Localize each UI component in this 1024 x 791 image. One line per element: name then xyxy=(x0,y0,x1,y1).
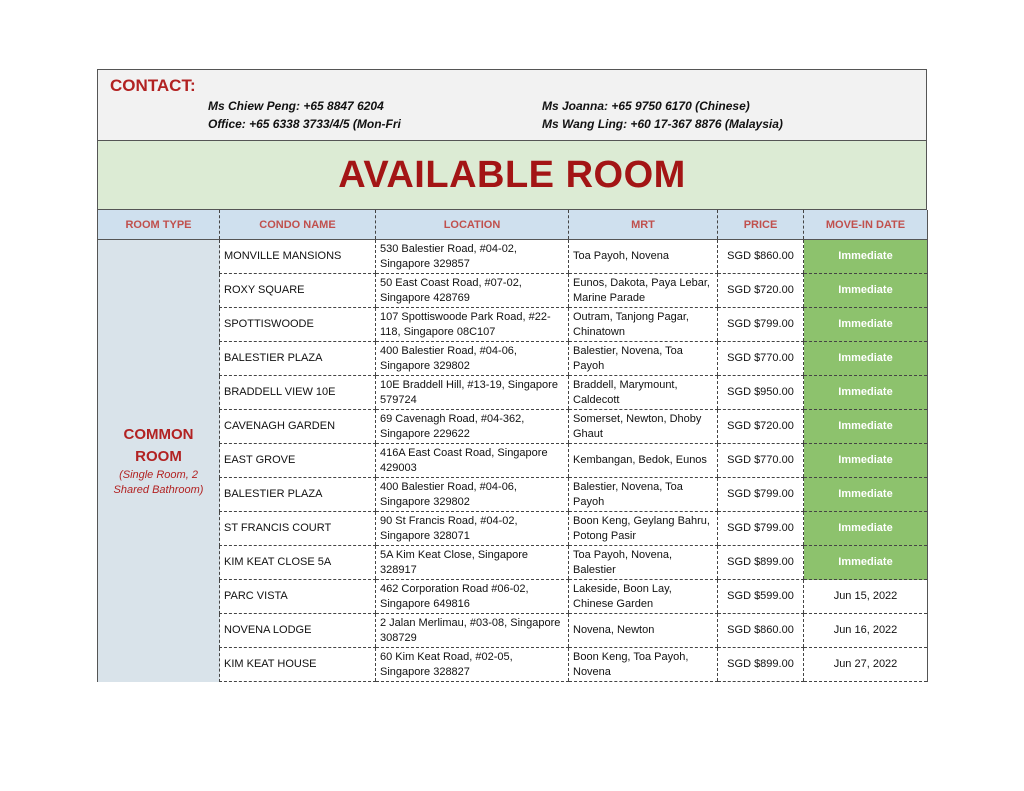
mrt-cell: Outram, Tanjong Pagar, Chinatown xyxy=(569,308,718,342)
header-location: LOCATION xyxy=(376,210,569,240)
mrt-cell: Toa Payoh, Novena xyxy=(569,240,718,274)
price-cell: SGD $860.00 xyxy=(718,240,804,274)
location-cell: 50 East Coast Road, #07-02, Singapore 428769 xyxy=(376,274,569,308)
condo-name-cell: ST FRANCIS COURT xyxy=(220,512,376,546)
table-header-row xyxy=(98,210,928,240)
price-cell: SGD $799.00 xyxy=(718,478,804,512)
price-cell: SGD $599.00 xyxy=(718,580,804,614)
move-in-date-cell: Immediate xyxy=(804,410,928,444)
room-type-detail-1: (Single Room, 2 xyxy=(119,468,198,481)
table-row xyxy=(98,240,928,274)
condo-name-cell: KIM KEAT HOUSE xyxy=(220,648,376,682)
room-type-line1: COMMON xyxy=(123,425,194,443)
mrt-cell: Eunos, Dakota, Paya Lebar, Marine Parade xyxy=(569,274,718,308)
table-row xyxy=(98,376,928,410)
table-row xyxy=(98,444,928,478)
mrt-cell: Balestier, Novena, Toa Payoh xyxy=(569,342,718,376)
mrt-cell: Toa Payoh, Novena, Balestier xyxy=(569,546,718,580)
move-in-date-cell: Immediate xyxy=(804,308,928,342)
condo-name-cell: BALESTIER PLAZA xyxy=(220,478,376,512)
condo-name-cell: NOVENA LODGE xyxy=(220,614,376,648)
location-cell: 400 Balestier Road, #04-06, Singapore 329802 xyxy=(376,342,569,376)
header-mrt: MRT xyxy=(569,210,718,240)
move-in-date-cell: Jun 27, 2022 xyxy=(804,648,928,682)
price-cell: SGD $899.00 xyxy=(718,648,804,682)
move-in-date-cell: Immediate xyxy=(804,478,928,512)
rooms-table xyxy=(97,210,928,682)
header-room-type: ROOM TYPE xyxy=(98,210,220,240)
price-cell: SGD $799.00 xyxy=(718,308,804,342)
rental-sheet xyxy=(97,69,927,682)
location-cell: 10E Braddell Hill, #13-19, Singapore 579724 xyxy=(376,376,569,410)
condo-name-cell: MONVILLE MANSIONS xyxy=(220,240,376,274)
table-row xyxy=(98,512,928,546)
move-in-date-cell: Immediate xyxy=(804,444,928,478)
contact-joanna: Ms Joanna: +65 9750 6170 (Chinese) xyxy=(542,99,750,113)
price-cell: SGD $950.00 xyxy=(718,376,804,410)
condo-name-cell: ROXY SQUARE xyxy=(220,274,376,308)
room-type-cell xyxy=(98,240,220,682)
room-type-detail-2: Shared Bathroom) xyxy=(113,483,204,496)
table-row xyxy=(98,274,928,308)
contact-office: Office: +65 6338 3733/4/5 (Mon-Fri xyxy=(208,117,401,131)
page-title: AVAILABLE ROOM xyxy=(338,153,686,196)
table-body xyxy=(98,240,928,682)
condo-name-cell: SPOTTISWOODE xyxy=(220,308,376,342)
move-in-date-cell: Jun 15, 2022 xyxy=(804,580,928,614)
table-row xyxy=(98,478,928,512)
price-cell: SGD $770.00 xyxy=(718,342,804,376)
contact-label: CONTACT: xyxy=(110,76,196,95)
move-in-date-cell: Immediate xyxy=(804,342,928,376)
location-cell: 400 Balestier Road, #04-06, Singapore 329802 xyxy=(376,478,569,512)
condo-name-cell: BALESTIER PLAZA xyxy=(220,342,376,376)
price-cell: SGD $720.00 xyxy=(718,410,804,444)
room-type-line2: ROOM xyxy=(135,447,182,465)
move-in-date-cell: Jun 16, 2022 xyxy=(804,614,928,648)
move-in-date-cell: Immediate xyxy=(804,512,928,546)
move-in-date-cell: Immediate xyxy=(804,240,928,274)
contact-chiew-peng: Ms Chiew Peng: +65 8847 6204 xyxy=(208,99,384,113)
contact-section xyxy=(97,69,927,141)
location-cell: 530 Balestier Road, #04-02, Singapore 329857 xyxy=(376,240,569,274)
price-cell: SGD $899.00 xyxy=(718,546,804,580)
condo-name-cell: EAST GROVE xyxy=(220,444,376,478)
location-cell: 60 Kim Keat Road, #02-05, Singapore 328827 xyxy=(376,648,569,682)
condo-name-cell: BRADDELL VIEW 10E xyxy=(220,376,376,410)
table-row xyxy=(98,546,928,580)
header-price: PRICE xyxy=(718,210,804,240)
mrt-cell: Novena, Newton xyxy=(569,614,718,648)
price-cell: SGD $860.00 xyxy=(718,614,804,648)
mrt-cell: Boon Keng, Toa Payoh, Novena xyxy=(569,648,718,682)
condo-name-cell: CAVENAGH GARDEN xyxy=(220,410,376,444)
mrt-cell: Lakeside, Boon Lay, Chinese Garden xyxy=(569,580,718,614)
table-row xyxy=(98,648,928,682)
mrt-cell: Balestier, Novena, Toa Payoh xyxy=(569,478,718,512)
title-band xyxy=(97,141,927,210)
mrt-cell: Somerset, Newton, Dhoby Ghaut xyxy=(569,410,718,444)
location-cell: 5A Kim Keat Close, Singapore 328917 xyxy=(376,546,569,580)
price-cell: SGD $770.00 xyxy=(718,444,804,478)
mrt-cell: Boon Keng, Geylang Bahru, Potong Pasir xyxy=(569,512,718,546)
table-row xyxy=(98,342,928,376)
table-row xyxy=(98,614,928,648)
table-row xyxy=(98,308,928,342)
contact-wang-ling: Ms Wang Ling: +60 17-367 8876 (Malaysia) xyxy=(542,117,783,131)
table-row xyxy=(98,410,928,444)
location-cell: 2 Jalan Merlimau, #03-08, Singapore 308729 xyxy=(376,614,569,648)
condo-name-cell: PARC VISTA xyxy=(220,580,376,614)
header-move-in-date: MOVE-IN DATE xyxy=(804,210,928,240)
header-condo-name: CONDO NAME xyxy=(220,210,376,240)
location-cell: 462 Corporation Road #06-02, Singapore 649816 xyxy=(376,580,569,614)
location-cell: 90 St Francis Road, #04-02, Singapore 328071 xyxy=(376,512,569,546)
move-in-date-cell: Immediate xyxy=(804,274,928,308)
location-cell: 416A East Coast Road, Singapore 429003 xyxy=(376,444,569,478)
price-cell: SGD $720.00 xyxy=(718,274,804,308)
move-in-date-cell: Immediate xyxy=(804,376,928,410)
location-cell: 69 Cavenagh Road, #04-362, Singapore 229622 xyxy=(376,410,569,444)
price-cell: SGD $799.00 xyxy=(718,512,804,546)
condo-name-cell: KIM KEAT CLOSE 5A xyxy=(220,546,376,580)
location-cell: 107 Spottiswoode Park Road, #22-118, Singapore 08C107 xyxy=(376,308,569,342)
mrt-cell: Kembangan, Bedok, Eunos xyxy=(569,444,718,478)
move-in-date-cell: Immediate xyxy=(804,546,928,580)
table-row xyxy=(98,580,928,614)
mrt-cell: Braddell, Marymount, Caldecott xyxy=(569,376,718,410)
